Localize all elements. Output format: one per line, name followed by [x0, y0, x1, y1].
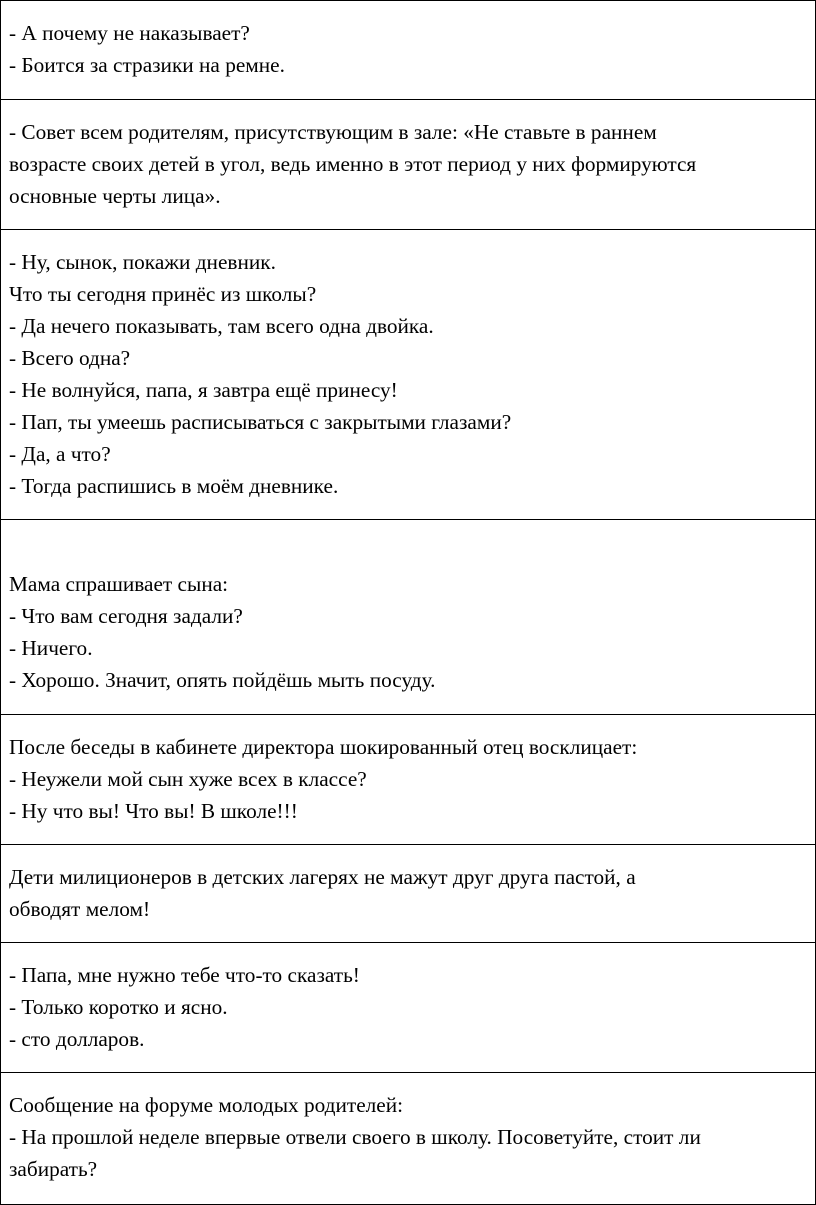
joke-line: Что ты сегодня принёс из школы? — [9, 282, 317, 306]
joke-row — [1, 845, 816, 943]
joke-line: Дети милиционеров в детских лагерях не мажут друг друга пастой, а — [9, 865, 636, 889]
joke-line: - Тогда распишись в моём дневнике. — [9, 474, 339, 498]
joke-line: - сто долларов. — [9, 1027, 145, 1051]
joke-cell — [1, 1, 816, 100]
joke-cell — [1, 1073, 816, 1205]
joke-line: - Не волнуйся, папа, я завтра ещё принесу! — [9, 378, 398, 402]
joke-cell — [1, 230, 816, 520]
joke-line: - Всего одна? — [9, 346, 131, 370]
joke-line: - Ничего. — [9, 636, 93, 660]
joke-line: - Ну что вы! Что вы! В школе!!! — [9, 799, 298, 823]
joke-line: Мама спрашивает сына: — [9, 572, 229, 596]
joke-cell — [1, 943, 816, 1073]
joke-line: Сообщение на форуме молодых родителей: — [9, 1093, 404, 1117]
joke-line: возрасте своих детей в угол, ведь именно в этот период у них формируются — [9, 152, 697, 176]
joke-line: - Да, а что? — [9, 442, 111, 466]
joke-cell — [1, 520, 816, 715]
joke-line: - На прошлой неделе впервые отвели своего в школу. Посоветуйте, стоит ли — [9, 1125, 701, 1149]
joke-row — [1, 715, 816, 845]
joke-line: забирать? — [9, 1157, 98, 1181]
joke-row — [1, 100, 816, 230]
joke-line: - Совет всем родителям, присутствующим в зале: «Не ставьте в раннем — [9, 120, 657, 144]
joke-line: - А почему не наказывает? — [9, 21, 250, 45]
joke-line: - Боится за стразики на ремне. — [9, 53, 285, 77]
joke-cell — [1, 100, 816, 230]
blank-line — [9, 536, 807, 568]
joke-row — [1, 1073, 816, 1205]
joke-cell — [1, 715, 816, 845]
joke-line: - Только коротко и ясно. — [9, 995, 228, 1019]
joke-line: - Хорошо. Значит, опять пойдёшь мыть посуду. — [9, 668, 436, 692]
joke-line: - Пап, ты умеешь расписываться с закрытыми глазами? — [9, 410, 512, 434]
joke-line: обводят мелом! — [9, 897, 151, 921]
joke-line: основные черты лица». — [9, 184, 221, 208]
joke-row — [1, 1, 816, 100]
joke-line: - Да нечего показывать, там всего одна двойка. — [9, 314, 434, 338]
joke-row — [1, 520, 816, 715]
joke-line: - Что вам сегодня задали? — [9, 604, 243, 628]
joke-line: После беседы в кабинете директора шокированный отец восклицает: — [9, 735, 638, 759]
joke-line: - Ну, сынок, покажи дневник. — [9, 250, 276, 274]
joke-line: - Папа, мне нужно тебе что-то сказать! — [9, 963, 360, 987]
joke-cell — [1, 845, 816, 943]
joke-row — [1, 943, 816, 1073]
joke-row — [1, 230, 816, 520]
joke-line: - Неужели мой сын хуже всех в классе? — [9, 767, 367, 791]
